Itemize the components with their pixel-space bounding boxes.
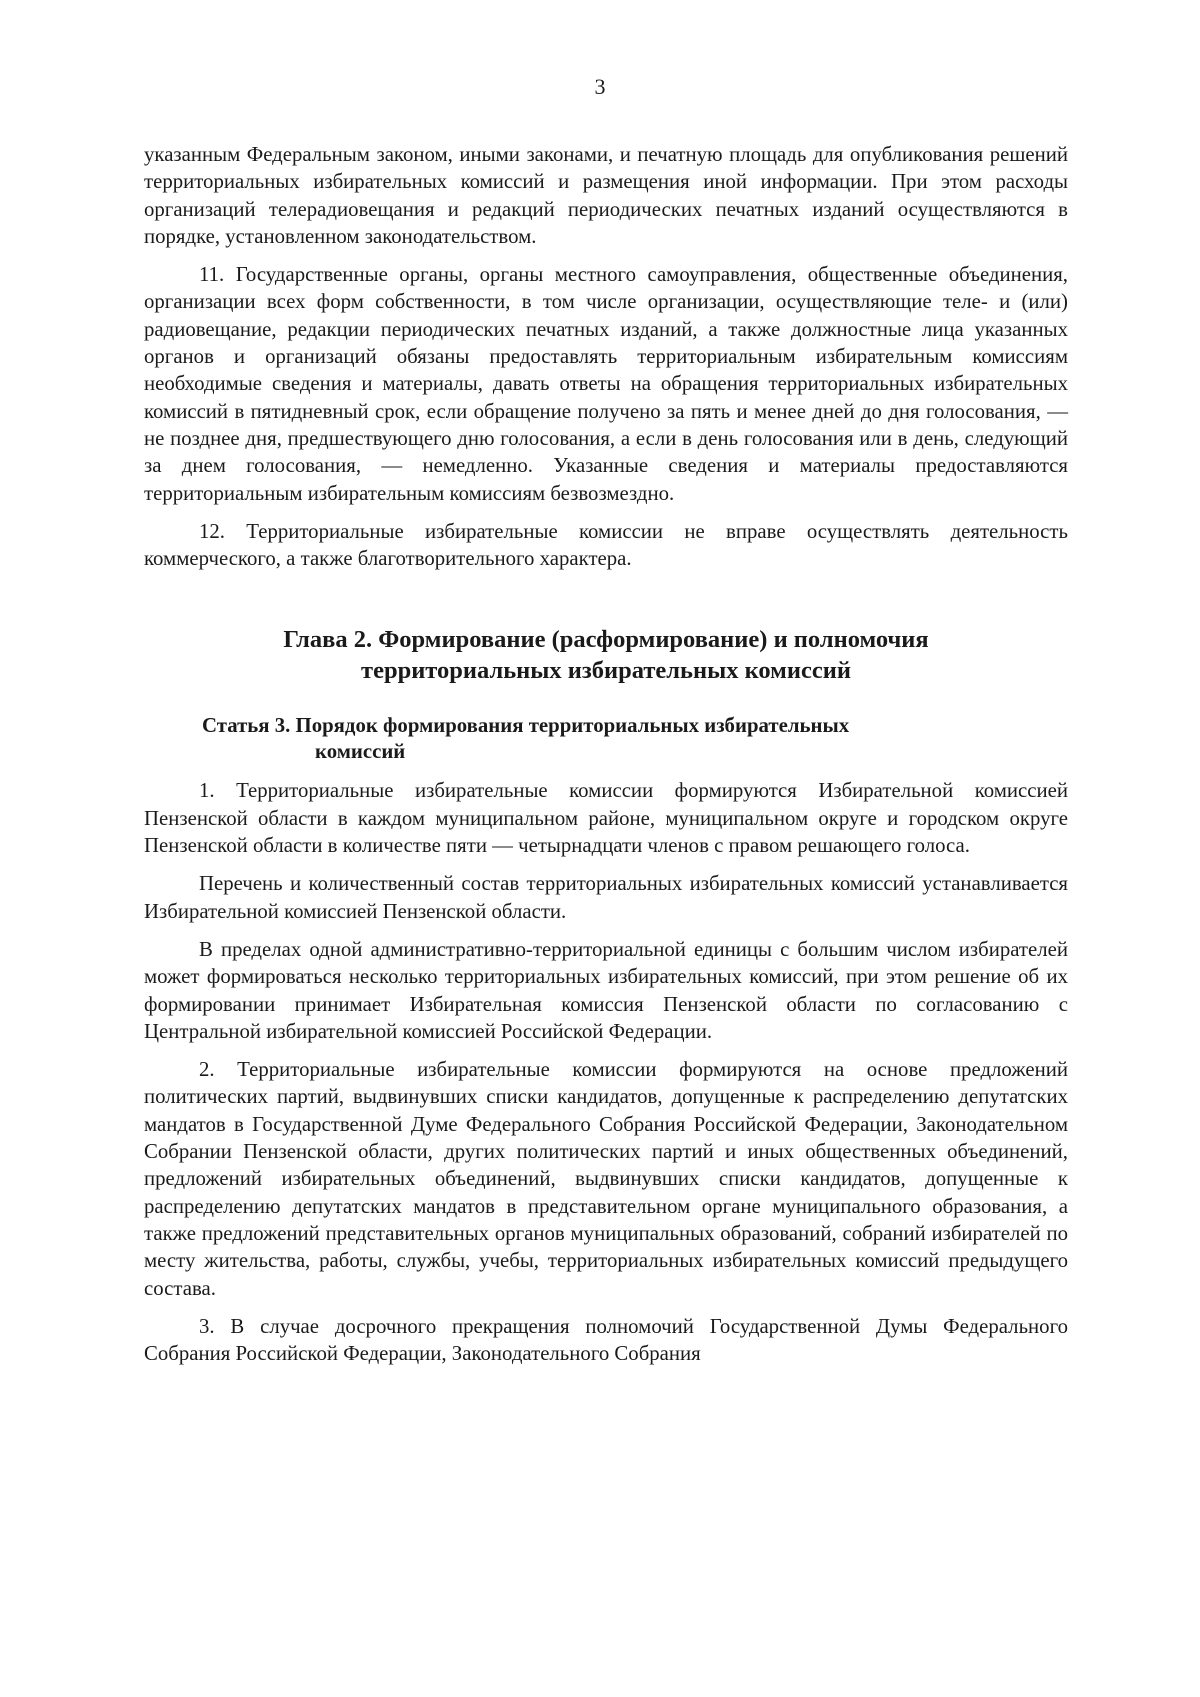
chapter-heading-line-2: территориальных избирательных комиссий bbox=[361, 657, 851, 685]
document-body bbox=[144, 141, 1068, 1367]
article-heading-line-1: Статья 3. Порядок формирования территориальных избирательных bbox=[202, 714, 850, 738]
article-3-paragraph-3: 3. В случае досрочного прекращения полномочий Государственной Думы Федерального Собрания Российской Федерации, Законодательного Собрания bbox=[144, 1314, 1068, 1366]
article-heading-line-2: комиссий bbox=[315, 740, 406, 764]
article-3-paragraph-1: 1. Территориальные избирательные комиссии формируются Избирательной комиссией Пензенской области в каждом муниципальном районе, муниципальном округе и городском округе Пензенской области в количестве пяти — четырнадцати членов с правом решающего голоса. bbox=[144, 779, 1068, 858]
article-3-paragraph-1b: Перечень и количественный состав территориальных избирательных комиссий устанавливается Избирательной комиссией Пензенской области. bbox=[144, 872, 1068, 923]
chapter-heading bbox=[144, 624, 1068, 686]
chapter-heading-line-1: Глава 2. Формирование (расформирование) и полномочия bbox=[283, 626, 929, 654]
article-heading bbox=[144, 713, 1068, 765]
article-3-paragraph-2: 2. Территориальные избирательные комиссии формируются на основе предложений политических партий, выдвинувших списки кандидатов, допущенные к распределению депутатских мандатов в Государственной Думе Федерального Собрания Российской Федерации, Законодательном Собрании Пензенской области, других политических партий и иных общественных объединений, предложений избирательных объединений, выдвинувших списки кандидатов, допущенные к распределению депутатских мандатов в представительном органе муниципального образования, а также предложений представительных органов муниципальных образований, собраний избирателей по месту жительства, работы, службы, учебы, территориальных избирательных комиссий предыдущего состава. bbox=[144, 1058, 1068, 1300]
paragraph-continuation: указанным Федеральным законом, иными законами, и печатную площадь для опубликования решений территориальных избирательных комиссий и размещения иной информации. При этом расходы организаций телерадиовещания и редакций периодических печатных изданий осуществляются в порядке, установленном законодательством. bbox=[144, 143, 1068, 248]
article-3-paragraph-1c: В пределах одной административно-территориальной единицы с большим числом избирателей может формироваться несколько территориальных избирательных комиссий, при этом решение об их формировании принимает Избирательная комиссия Пензенской области по согласованию с Центральной избирательной комиссией Российской Федерации. bbox=[144, 937, 1068, 1043]
paragraph-12: 12. Территориальные избирательные комиссии не вправе осуществлять деятельность коммерческого, а также благотворительного характера. bbox=[144, 519, 1068, 571]
paragraph-11: 11. Государственные органы, органы местного самоуправления, общественные объединения, организации всех форм собственности, в том числе организации, осуществляющие теле- и (или) радиовещание, редакции периодических печатных изданий, а также должностные лица указанных органов и организаций обязаны предоставлять территориальным избирательным комиссиям необходимые сведения и материалы, давать ответы на обращения территориальных избирательных комиссий в пятидневный срок, если обращение получено за пять и менее дней до дня голосования, — не позднее дня, предшествующего дню голосования, а если в день голосования или в день, следующий за днем голосования, — немедленно. Указанные сведения и материалы предоставляются территориальным избирательным комиссиям безвозмездно. bbox=[144, 263, 1068, 505]
page-number: 3 bbox=[594, 74, 606, 99]
